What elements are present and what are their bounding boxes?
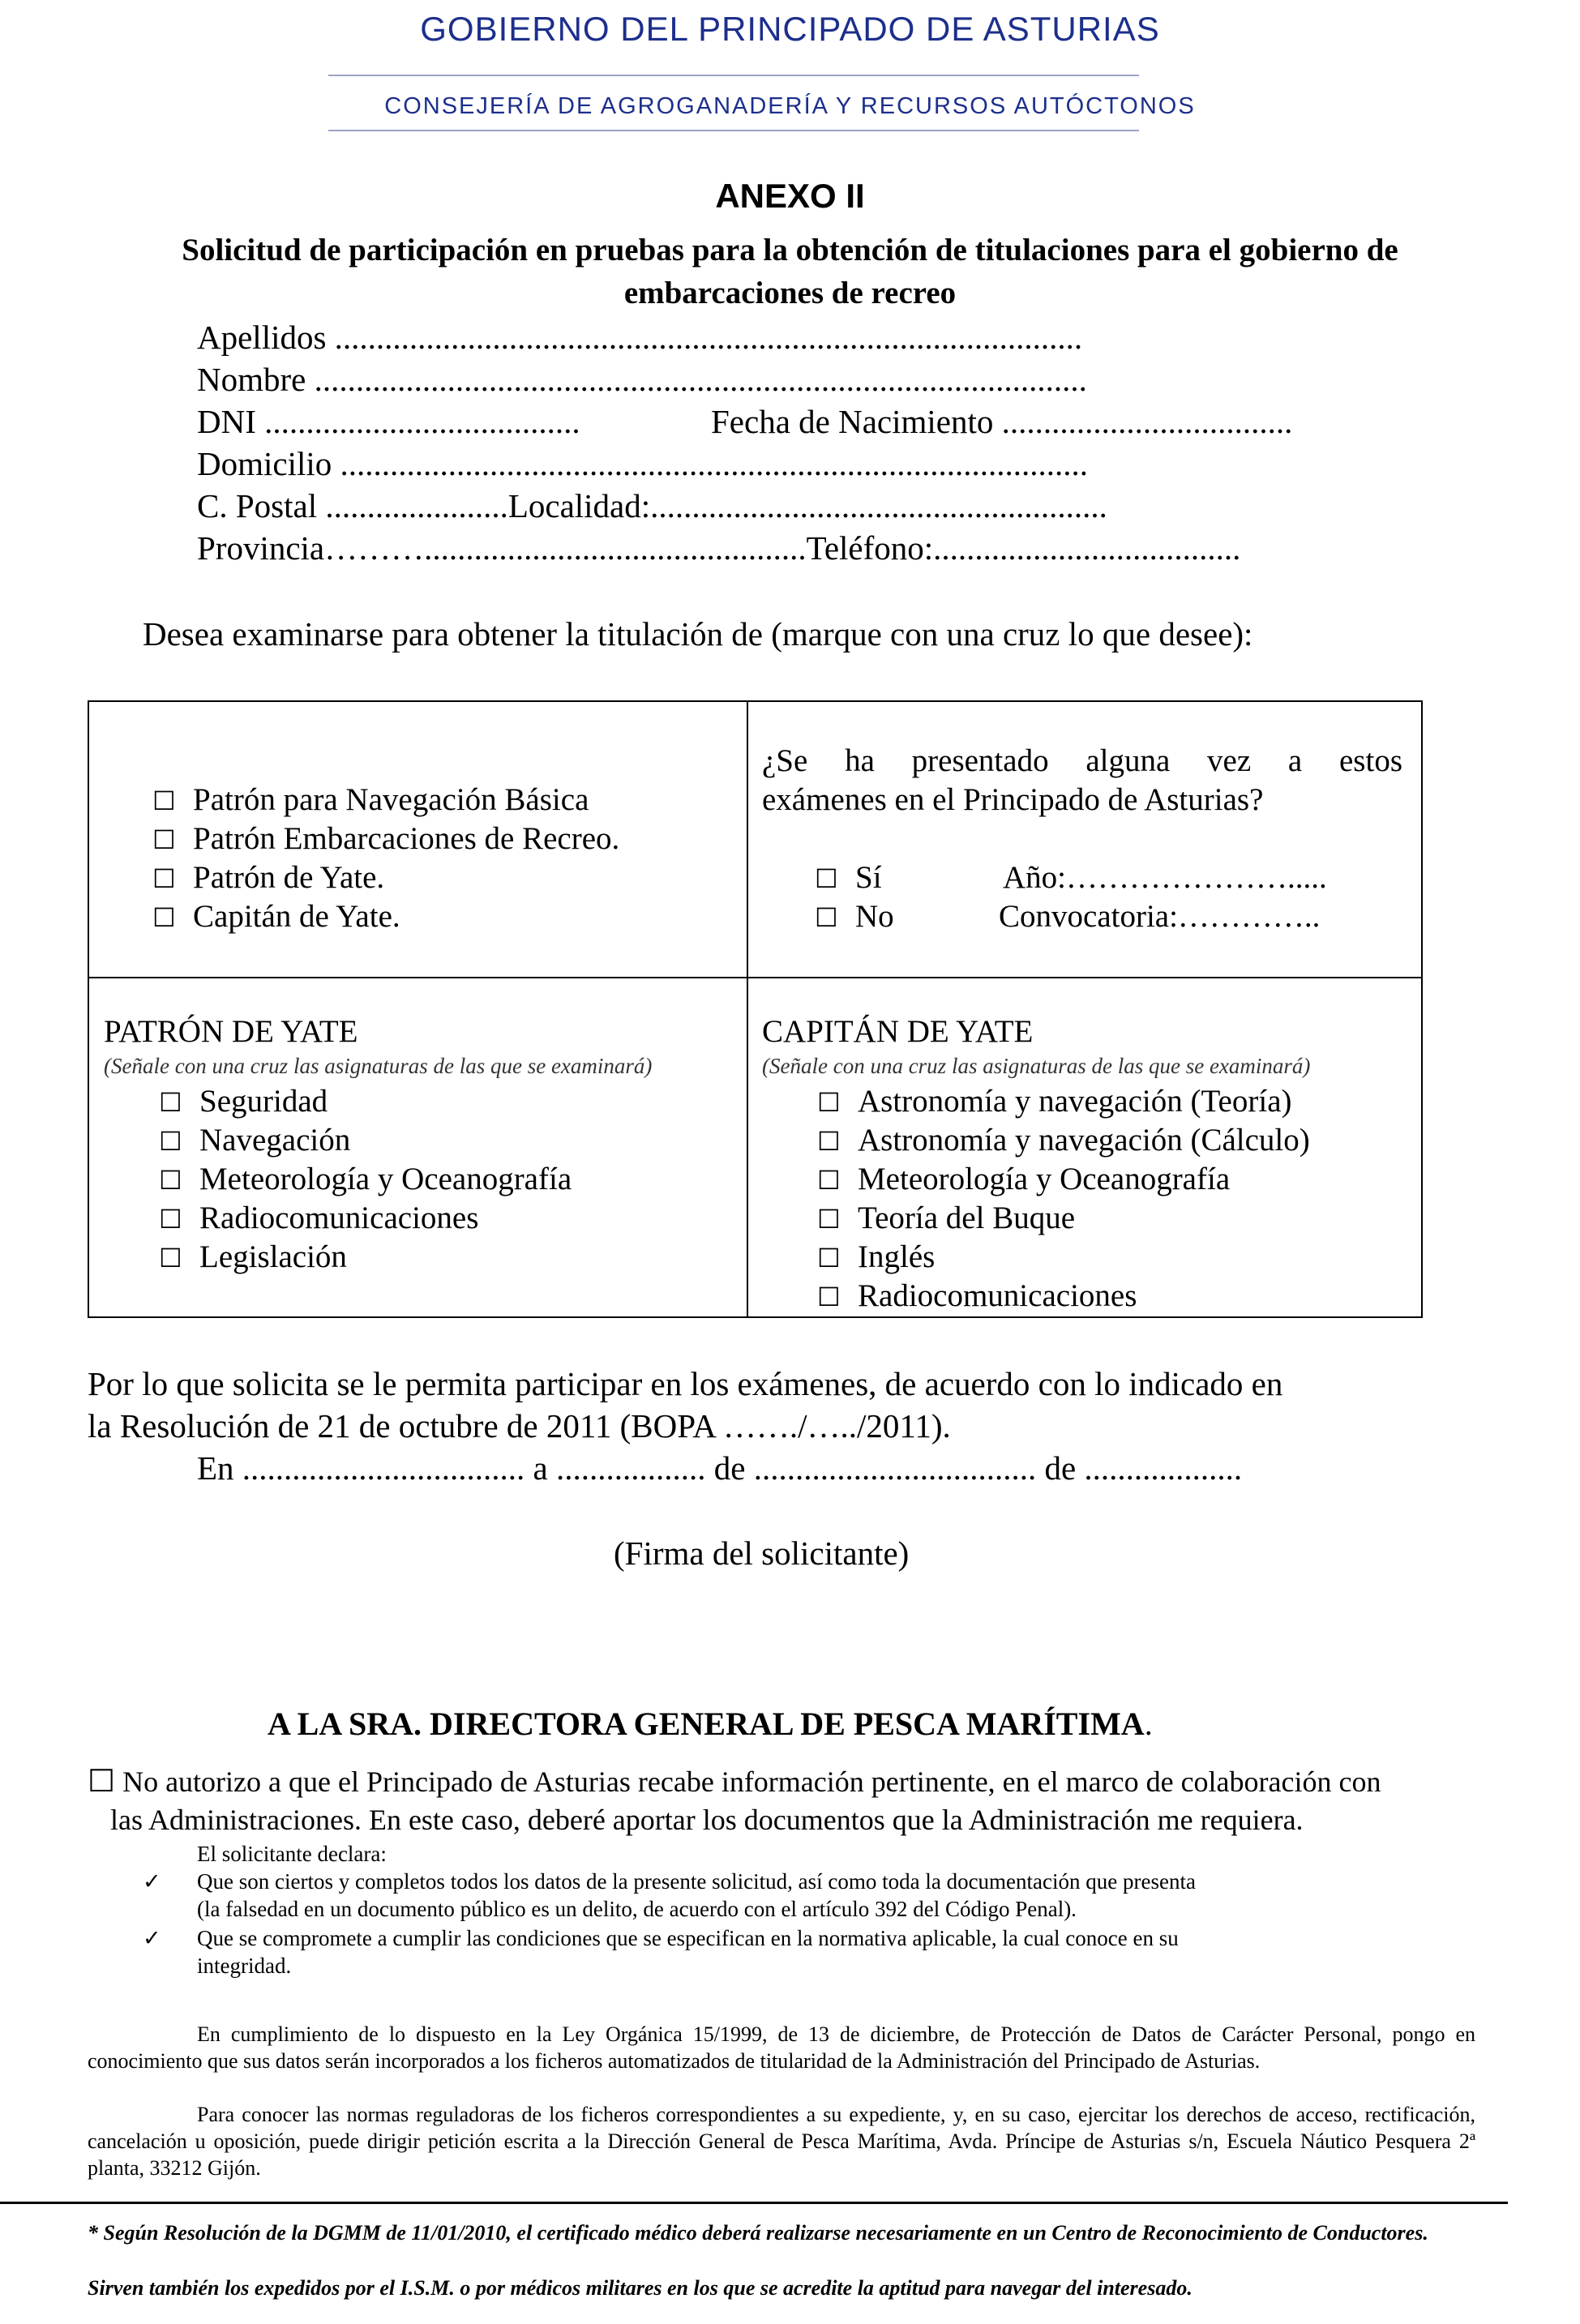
declaration-2-line2: integridad. (197, 1954, 292, 1978)
presented-question-line2: exámenes en el Principado de Asturias? (762, 782, 1264, 817)
checkbox-icon[interactable]: ☐ (159, 1166, 182, 1195)
checkbox-icon[interactable]: ☐ (152, 786, 176, 815)
field-codigo-postal-localidad[interactable]: C. Postal ......................Localidad:....................................................... (197, 487, 1107, 524)
checkbox-icon[interactable]: ☐ (159, 1088, 182, 1117)
field-fecha-nacimiento[interactable]: Fecha de Nacimiento ................................... (711, 403, 1293, 440)
checkbox-icon[interactable]: ☐ (159, 1205, 182, 1234)
subject-teoria-buque[interactable]: ☐ Teoría del Buque (817, 1201, 1076, 1235)
subject-legislacion[interactable]: ☐ Legislación (159, 1239, 347, 1274)
capitan-yate-heading: CAPITÁN DE YATE (762, 1014, 1034, 1049)
presented-question-line1: ¿Se ha presentado alguna vez a estos (762, 743, 1402, 778)
data-protection-paragraph-2: Para conocer las normas reguladoras de los ficheros correspondientes a su expediente, y, en su caso, ejercitar los derechos de acceso, rectificación, cancelación u oposición, puede dirigir petición escrita a la Dirección General de Pesca Marítima, Avda. Príncipe de Asturias s/n, Escuela Náutico Pesquera 2ª planta, 33212 Gijón. (88, 2103, 1475, 2180)
footnote-medical-2: Sirven también los expedidos por el I.S.M. o por médicos militares en los que se acredite la aptitud para navegar del interesado. (88, 2276, 1192, 2300)
checkbox-icon[interactable]: ☐ (817, 1088, 841, 1117)
signature-label: (Firma del solicitante) (614, 1534, 910, 1572)
exam-instruction: Desea examinarse para obtener la titulación de (marque con una cruz lo que desee): (143, 615, 1253, 653)
checkbox-icon[interactable]: ☐ (159, 1243, 182, 1273)
subject-meteorologia[interactable]: ☐ Meteorología y Oceanografía (159, 1162, 572, 1196)
subject-ingles[interactable]: ☐ Inglés (817, 1239, 936, 1274)
declaration-intro: El solicitante declara: (197, 1842, 387, 1866)
form-title: Solicitud de participación en pruebas para la obtención de titulaciones para el gobierno de embarcaciones de recreo (182, 233, 1398, 310)
authorization-line1[interactable]: ☐ No autorizo a que el Principado de Asturias recabe información pertinente, en el marco de colaboración con (88, 1765, 1381, 1799)
government-header: GOBIERNO DEL PRINCIPADO DE ASTURIAS (420, 10, 1160, 48)
field-convocatoria[interactable]: Convocatoria:………….. (999, 899, 1321, 934)
declaration-1-line2: (la falsedad en un documento público es un delito, de acuerdo con el artículo 392 del Código Penal). (197, 1897, 1077, 1921)
request-line1: Por lo que solicita se le permita participar en los exámenes, de acuerdo con lo indicado en (88, 1365, 1283, 1402)
subject-radiocomunicaciones-capitan[interactable]: ☐ Radiocomunicaciones (817, 1278, 1137, 1313)
header-divider (328, 75, 1139, 76)
table-row-divider (88, 977, 1423, 978)
field-nombre[interactable]: Nombre ............................................................................................. (197, 361, 1087, 398)
checkbox-icon[interactable]: ☐ (817, 1282, 841, 1312)
subject-meteorologia-capitan[interactable]: ☐ Meteorología y Oceanografía (817, 1162, 1231, 1196)
check-icon: ✓ (143, 1926, 161, 1950)
declaration-1-line1: Que son ciertos y completos todos los datos de la presente solicitud, así como toda la documentación que presenta (197, 1869, 1196, 1894)
annex-title: ANEXO II (715, 177, 865, 215)
table-column-divider (747, 700, 748, 1318)
field-apellidos[interactable]: Apellidos .......................................................................................... (197, 319, 1083, 356)
field-provincia-telefono[interactable]: Provincia………..............................................Teléfono:..................................... (197, 529, 1241, 567)
checkbox-icon[interactable]: ☐ (815, 903, 838, 932)
check-icon: ✓ (143, 1869, 161, 1894)
subject-astronomia-calculo[interactable]: ☐ Astronomía y navegación (Cálculo) (817, 1123, 1310, 1158)
checkbox-icon[interactable]: ☐ (817, 1166, 841, 1195)
option-patron-navegacion-basica[interactable]: ☐ Patrón para Navegación Básica (152, 782, 589, 817)
declaration-2-line1: Que se compromete a cumplir las condiciones que se especifican en la normativa aplicable, la cual conoce en su (197, 1926, 1179, 1950)
authorization-line2: las Administraciones. En este caso, deberé aportar los documentos que la Administración me requiera. (110, 1804, 1304, 1836)
checkbox-icon[interactable]: ☐ (817, 1243, 841, 1273)
option-capitan-yate[interactable]: ☐ Capitán de Yate. (152, 899, 400, 934)
field-ano[interactable]: Año:…………………..... (1003, 860, 1327, 895)
checkbox-icon[interactable]: ☐ (152, 825, 176, 854)
patron-yate-note: (Señale con una cruz las asignaturas de las que se examinará) (104, 1054, 653, 1078)
field-dni[interactable]: DNI ...................................... (197, 403, 580, 440)
footnote-medical-1: * Según Resolución de la DGMM de 11/01/2010, el certificado médico deberá realizarse necesariamente en un Centro de Reconocimiento de Conductores. (88, 2221, 1428, 2245)
subject-seguridad[interactable]: ☐ Seguridad (159, 1084, 328, 1119)
footer-divider (0, 2202, 1508, 2204)
addressee: A LA SRA. DIRECTORA GENERAL DE PESCA MARÍTIMA. (268, 1706, 1153, 1742)
subject-radiocomunicaciones[interactable]: ☐ Radiocomunicaciones (159, 1201, 479, 1235)
data-protection-paragraph-1: En cumplimiento de lo dispuesto en la Ley Orgánica 15/1999, de 13 de diciembre, de Protección de Datos de Carácter Personal, pongo en conocimiento que sus datos serán incorporados a los ficheros automatizados de titularidad de la Administración del Principado de Asturias. (88, 2022, 1475, 2073)
subject-navegacion[interactable]: ☐ Navegación (159, 1123, 351, 1158)
checkbox-icon[interactable]: ☐ (159, 1127, 182, 1156)
checkbox-icon[interactable]: ☐ (817, 1205, 841, 1234)
checkbox-icon[interactable]: ☐ (815, 864, 838, 893)
place-date-line[interactable]: En .................................. a .................. de .................................. de ................... (197, 1449, 1243, 1487)
header-divider (328, 130, 1139, 131)
option-si[interactable]: ☐ Sí (815, 860, 882, 895)
checkbox-icon[interactable]: ☐ (152, 864, 176, 893)
subject-astronomia-teoria[interactable]: ☐ Astronomía y navegación (Teoría) (817, 1084, 1292, 1119)
option-patron-yate[interactable]: ☐ Patrón de Yate. (152, 860, 385, 895)
checkbox-icon[interactable]: ☐ (152, 903, 176, 932)
patron-yate-heading: PATRÓN DE YATE (104, 1014, 358, 1049)
field-domicilio[interactable]: Domicilio .......................................................................................... (197, 445, 1089, 482)
checkbox-icon[interactable]: ☐ (88, 1765, 116, 1799)
request-line2: la Resolución de 21 de octubre de 2011 (BOPA ……./…../2011). (88, 1407, 951, 1444)
capitan-yate-note: (Señale con una cruz las asignaturas de las que se examinará) (762, 1054, 1311, 1078)
option-no[interactable]: ☐ No (815, 899, 894, 934)
department-header: CONSEJERÍA DE AGROGANADERÍA Y RECURSOS AUTÓCTONOS (384, 93, 1196, 119)
checkbox-icon[interactable]: ☐ (817, 1127, 841, 1156)
option-patron-embarcaciones-recreo[interactable]: ☐ Patrón Embarcaciones de Recreo. (152, 821, 620, 856)
